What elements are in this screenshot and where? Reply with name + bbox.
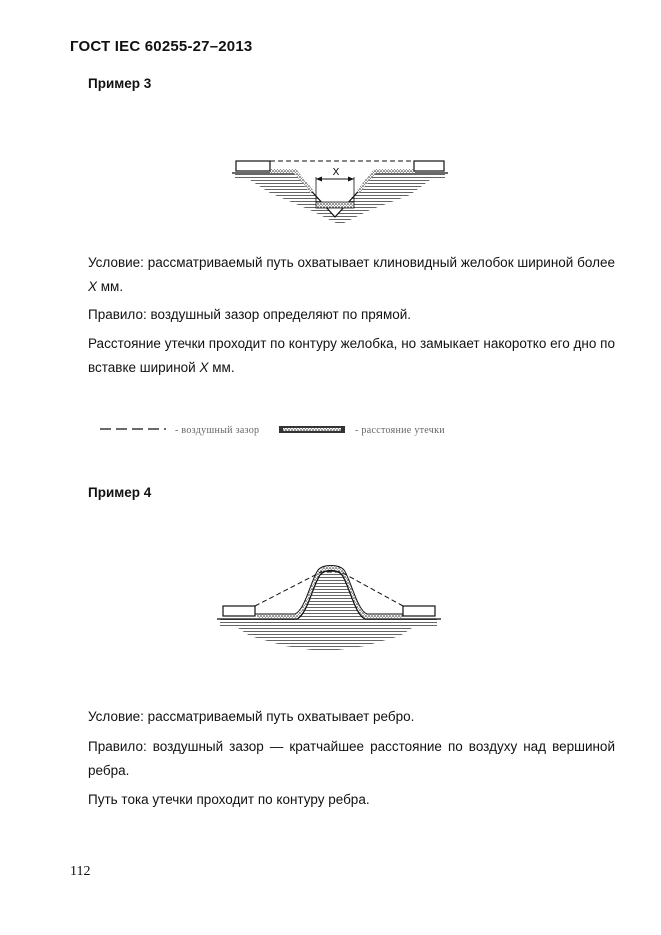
left-block xyxy=(223,606,255,616)
example-4-heading: Пример 4 xyxy=(88,485,152,500)
rib-body xyxy=(297,570,365,619)
example-3-figure xyxy=(230,155,450,225)
legend-creepage-swatch xyxy=(279,426,345,433)
example-3-rule: Правило: воздушный зазор определяют по прямой. xyxy=(88,307,412,322)
example-4-creepage: Путь тока утечки проходит по контуру ребра. xyxy=(88,792,370,807)
example-4-condition: Условие: рассматриваемый путь охватывает ребро. xyxy=(88,709,415,724)
groove-insert xyxy=(316,202,354,208)
right-block xyxy=(414,161,444,171)
example-3-condition: Условие: рассматриваемый путь охватывает клиновидный желобок шириной более X мм. xyxy=(88,255,615,294)
groove-body xyxy=(235,173,445,225)
example-3-creepage: Расстояние утечки проходит по контуру желобка, но замыкает накоротко его дно по вставке шириной X мм. xyxy=(88,336,615,375)
figure-x-label: X xyxy=(332,167,340,178)
page-number: 112 xyxy=(70,864,91,879)
example-4-figure xyxy=(215,564,443,654)
document-header: ГОСТ IEC 60255-27–2013 xyxy=(70,38,253,55)
legend-creepage-label: - расстояние утечки xyxy=(355,425,445,436)
example-3-heading: Пример 3 xyxy=(88,76,152,91)
legend-clearance-swatch xyxy=(100,426,166,432)
right-block xyxy=(403,606,435,616)
left-block xyxy=(236,161,270,171)
legend-clearance-label: - воздушный зазор xyxy=(175,425,260,436)
example-4-rule: Правило: воздушный зазор — кратчайшее расстояние по воздуху над вершиной ребра. xyxy=(88,739,615,778)
